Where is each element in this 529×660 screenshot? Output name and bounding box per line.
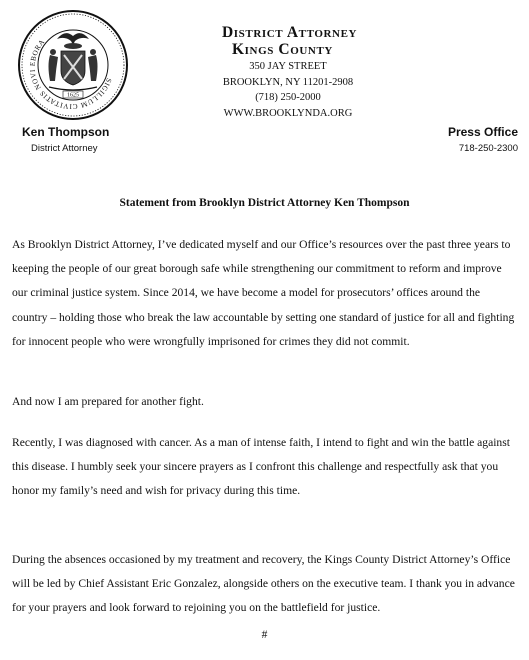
- office-title-line1: District Attorney: [222, 24, 358, 41]
- office-address: [222, 59, 354, 121]
- seal-motto: SIGILLUM CIVITATIS NOVI EBORACI: [28, 37, 113, 111]
- address-city: BROOKLYN, NY 11201-2908: [222, 76, 354, 88]
- press-contact: [428, 125, 518, 156]
- office-header: [222, 24, 462, 121]
- statement-paragraph-3: Recently, I was diagnosed with cancer. As a man of intense faith, I intend to fight and win the battle against this disease. I humbly seek your sincere prayers as I confront this challenge and respectfully ask that you honor my family’s need and wish for privacy during this time.: [12, 436, 510, 498]
- da-contact: [22, 125, 132, 156]
- da-name: Ken Thompson: [22, 125, 110, 139]
- statement-paragraph-1: As Brooklyn District Attorney, I’ve dedicated myself and our Office’s resources over the past three years to keeping the people of our great borough safe while strengthening our commitment to reform and improve our criminal justice system. Since 2014, we have become a model for prosecutors’ offices around the country – holding those who break the law accountable by setting one standard of justice for all and fighting for innocent people who were wrongfully imprisoned for crimes they did not commit.: [12, 238, 515, 348]
- office-title-line2: Kings County: [232, 41, 333, 58]
- office-phone: (718) 250-2000: [255, 92, 321, 103]
- city-seal-logo: [17, 9, 129, 121]
- end-mark: #: [261, 629, 268, 641]
- press-office-phone: 718-250-2300: [458, 143, 518, 154]
- address-street: 350 JAY STREET: [249, 61, 327, 72]
- seal-year: 1625: [67, 92, 79, 99]
- press-office-label: Press Office: [447, 125, 518, 139]
- office-website: WWW.BROOKLYNDA.ORG: [223, 107, 353, 119]
- da-role: District Attorney: [31, 143, 98, 154]
- statement-paragraph-4: During the absences occasioned by my treatment and recovery, the Kings County District Attorney’s Office will be led by Chief Assistant Eric Gonzalez, alongside others on the executive team. I thank you in advance for your prayers and look forward to rejoining you on the battlefield for justice.: [12, 553, 515, 615]
- statement-heading: Statement from Brooklyn District Attorney Ken Thompson: [119, 197, 410, 209]
- statement-paragraph-2: And now I am prepared for another fight.: [12, 395, 204, 408]
